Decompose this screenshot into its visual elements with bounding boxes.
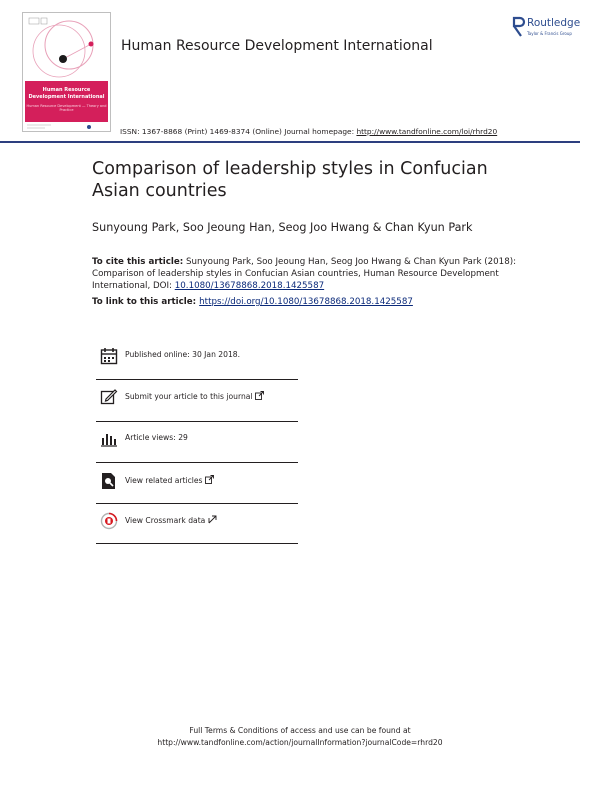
edit-icon <box>100 388 118 406</box>
published-online-row <box>96 345 298 373</box>
article-views-text: Article views: 29 <box>125 433 188 442</box>
footer-terms-text: Full Terms & Conditions of access and use can be found at <box>189 726 411 735</box>
article-link-line <box>92 297 413 307</box>
issn-line <box>120 127 497 136</box>
cover-title-line-2: Development International <box>28 94 105 100</box>
issn-text: ISSN: 1367-8868 (Print) 1469-8374 (Online) Journal homepage: <box>120 127 357 136</box>
document-search-icon <box>100 472 118 490</box>
article-views-row <box>96 428 298 456</box>
footer-journal-info-url[interactable]: http://www.tandfonline.com/action/journalInformation?journalCode=rhrd20 <box>157 738 443 747</box>
crossmark-text <box>125 515 217 525</box>
publisher-name: Routledge <box>527 17 581 29</box>
cite-label: To cite this article: <box>92 257 184 267</box>
link-label: To link to this article: <box>92 297 200 307</box>
published-online-text: Published online: 30 Jan 2018. <box>125 350 241 359</box>
external-link-icon <box>255 391 264 400</box>
journal-cover[interactable] <box>22 12 111 132</box>
journal-title: Human Resource Development International <box>121 38 433 54</box>
citation-text: Sunyoung Park, Soo Jeoung Han, Seog Joo Hwang & Chan Kyun Park (2018): Comparison of leadership styles in Confucian Asian countries, Human Resource Development International, DOI: <box>92 257 517 291</box>
footer <box>0 725 600 749</box>
article-authors[interactable]: Sunyoung Park, Soo Jeoung Han, Seog Joo Hwang & Chan Kyun Park <box>92 221 473 234</box>
cover-band <box>25 81 108 122</box>
crossmark-label: View Crossmark data <box>125 516 206 525</box>
row-divider <box>96 379 298 380</box>
article-url-link[interactable]: https://doi.org/10.1080/13678868.2018.1425587 <box>199 297 413 307</box>
doi-link[interactable]: 10.1080/13678868.2018.1425587 <box>174 281 325 291</box>
cover-subtitle: Human Resource Development — Theory and Practice <box>26 104 107 112</box>
article-title: Comparison of leadership styles in Confucian Asian countries <box>92 159 488 201</box>
calendar-icon <box>100 347 118 365</box>
row-divider <box>96 462 298 463</box>
external-link-icon <box>208 515 217 524</box>
publisher-tagline: Taylor & Francis Group <box>527 31 572 36</box>
submit-article-row[interactable] <box>96 386 298 414</box>
journal-homepage-link[interactable]: http://www.tandfonline.com/loi/rhrd20 <box>356 127 498 136</box>
publisher-logo[interactable] <box>512 14 590 44</box>
row-divider <box>96 543 298 544</box>
related-articles-row[interactable] <box>96 470 298 498</box>
header-rule <box>0 141 580 143</box>
cover-footer-graphic <box>25 122 110 132</box>
row-divider <box>96 503 298 504</box>
submit-article-label: Submit your article to this journal <box>125 392 253 401</box>
bar-chart-icon <box>100 430 118 448</box>
external-link-icon <box>205 475 214 484</box>
cover-title-line-1: Human Resource <box>42 87 91 93</box>
routledge-r-icon <box>512 16 526 38</box>
related-articles-label: View related articles <box>125 476 203 485</box>
cover-circles-graphic <box>23 13 112 81</box>
citation-block <box>92 256 532 292</box>
submit-article-text <box>125 391 264 401</box>
row-divider <box>96 421 298 422</box>
crossmark-row[interactable] <box>96 510 298 538</box>
related-articles-text <box>125 475 214 485</box>
crossmark-icon <box>100 512 118 530</box>
